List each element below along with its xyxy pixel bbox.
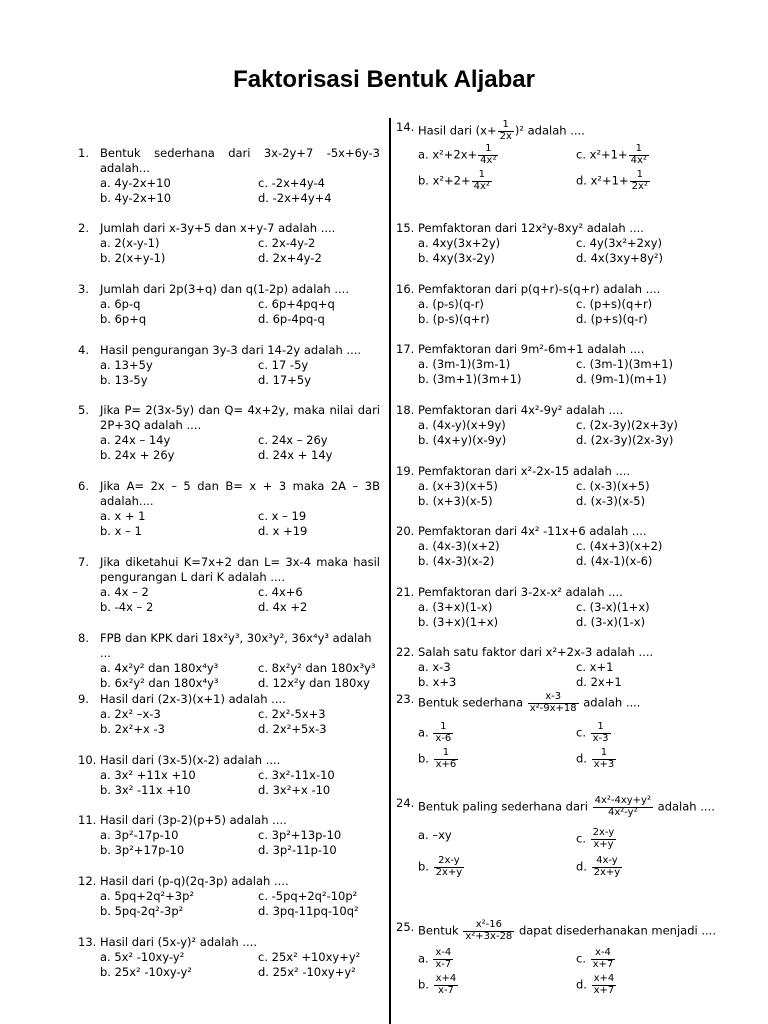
- fraction: [472, 170, 492, 192]
- option-d: [576, 856, 736, 878]
- option-b: b. 3x² -11x +10: [100, 782, 191, 797]
- question: [78, 479, 380, 539]
- numerator: 1: [630, 170, 650, 182]
- numerator: 1: [592, 748, 617, 760]
- option-text: d.: [576, 859, 587, 874]
- option-text: b.: [418, 859, 429, 874]
- right-column: [396, 120, 736, 1024]
- numerator: x²-16: [463, 920, 514, 932]
- question-stem: Jumlah dari x-3y+5 dan x+y-7 adalah ....: [100, 221, 336, 235]
- fraction: [434, 856, 465, 878]
- question-stem: Pemfaktoran dari 4x²-9y² adalah ....: [418, 403, 624, 417]
- option-c: c. (3m-1)(3m+1): [576, 356, 674, 371]
- option-b: b. (p-s)(q+r): [418, 311, 490, 326]
- option-text: d. x²+1+: [576, 173, 629, 188]
- denominator: x+y: [593, 838, 614, 850]
- stem-text: Bentuk paling sederhana dari: [418, 799, 588, 814]
- options: [100, 661, 380, 691]
- question-stem: Jika A= 2x – 5 dan B= x + 3 maka 2A – 3B adalah....: [100, 479, 380, 508]
- fraction: [592, 856, 623, 878]
- denominator: 4x²: [480, 154, 497, 166]
- option-d: [576, 974, 736, 996]
- denominator: x²+3x-28: [465, 930, 513, 942]
- option-b: b. 5pq-2q²-3p²: [100, 903, 184, 918]
- option-c: c. (x-3)(x+5): [576, 478, 650, 493]
- options: [100, 176, 380, 206]
- fraction: [433, 722, 453, 744]
- question-number: 12.: [78, 874, 97, 888]
- question: [78, 935, 380, 980]
- option-d: d. (3-x)(1-x): [576, 614, 646, 629]
- denominator: x-7: [435, 958, 452, 970]
- denominator: x+7: [592, 958, 614, 970]
- question: [78, 813, 380, 858]
- option-text: b.: [418, 751, 429, 766]
- denominator: 2x²: [631, 180, 648, 192]
- option-b: b. x – 1: [100, 523, 142, 538]
- options: [100, 358, 380, 388]
- question-stem: Pemfaktoran dari 4x² -11x+6 adalah ....: [418, 524, 647, 538]
- question-stem: [418, 796, 736, 818]
- options: [100, 433, 380, 463]
- denominator: 2x+y: [593, 866, 621, 878]
- stem-text: adalah ....: [657, 799, 715, 814]
- question-number: 13.: [78, 935, 97, 949]
- page-title: Faktorisasi Bentuk Aljabar: [233, 66, 535, 93]
- denominator: 4x²: [473, 180, 490, 192]
- left-column: [78, 146, 380, 1016]
- numerator: 1: [434, 748, 459, 760]
- denominator: x²-9x+18: [529, 702, 577, 714]
- options: [418, 144, 736, 192]
- numerator: 1: [433, 722, 453, 734]
- options: [100, 828, 380, 858]
- denominator: x-3: [592, 732, 609, 744]
- option-a: a. –xy: [418, 828, 452, 842]
- option-b: b. 2(x+y-1): [100, 250, 166, 265]
- question-number: 11.: [78, 813, 97, 827]
- option-text: a.: [418, 951, 429, 966]
- question: [78, 555, 380, 615]
- option-c: c. (2x-3y)(2x+3y): [576, 417, 678, 432]
- options: [418, 948, 736, 996]
- question-number: 3.: [78, 282, 89, 296]
- numerator: 1: [478, 144, 498, 156]
- option-a: a. 5pq+2q²+3p²: [100, 888, 194, 903]
- option-d: d. (4x-1)(x-6): [576, 553, 653, 568]
- options: [100, 889, 380, 919]
- fraction: [592, 748, 617, 770]
- question-stem: Hasil dari (3p-2)(p+5) adalah ....: [100, 813, 287, 827]
- denominator: x+7: [593, 984, 615, 996]
- option-b: b. 4y-2x+10: [100, 190, 172, 205]
- stem-text: Bentuk: [418, 923, 459, 938]
- option-a: a. x + 1: [100, 508, 146, 523]
- options: [100, 768, 380, 798]
- options: [418, 357, 736, 387]
- option-d: d. 3p²-11p-10: [258, 842, 337, 857]
- option-c: c. 2x²-5x+3: [258, 706, 326, 721]
- option-a: a. 4y-2x+10: [100, 175, 171, 190]
- question: [396, 120, 736, 192]
- options: [100, 707, 380, 737]
- options: [418, 236, 736, 266]
- question-number: 22.: [396, 645, 415, 659]
- fraction: [433, 948, 453, 970]
- option-a: a. 2x² –x-3: [100, 706, 161, 721]
- question: [396, 282, 736, 327]
- option-b: b. 6x²y² dan 180x⁴y³: [100, 675, 219, 690]
- question-stem: Pemfaktoran dari x²-2x-15 adalah ....: [418, 464, 631, 478]
- question: [396, 920, 736, 996]
- options: [418, 418, 736, 448]
- option-text: b. x²+2+: [418, 173, 471, 188]
- option-b: [418, 170, 576, 192]
- fraction: [528, 692, 579, 714]
- option-d: d. 24x + 14y: [258, 447, 333, 462]
- option-c: c. 3p²+13p-10: [258, 827, 342, 842]
- numerator: x-3: [528, 692, 579, 704]
- question-stem: [418, 120, 736, 142]
- question: [396, 692, 736, 770]
- question-number: 8.: [78, 631, 89, 645]
- option-b: b. 24x + 26y: [100, 447, 175, 462]
- option-a: a. (4x-3)(x+2): [418, 538, 500, 553]
- option-text: c.: [576, 831, 586, 846]
- option-b: b. (3m+1)(3m+1): [418, 371, 522, 386]
- option-c: c. 6p+4pq+q: [258, 296, 335, 311]
- question-number: 4.: [78, 343, 89, 357]
- option-c: c. 24x – 26y: [258, 432, 328, 447]
- question-number: 19.: [396, 464, 415, 478]
- question: [396, 585, 736, 630]
- stem-text: dapat disederhanakan menjadi ....: [518, 923, 716, 938]
- question-stem: Jika P= 2(3x-5y) dan Q= 4x+2y, maka nilai dari 2P+3Q adalah ....: [100, 403, 380, 432]
- option-c: c. (3-x)(1+x): [576, 599, 650, 614]
- option-c: c. (p+s)(q+r): [576, 296, 653, 311]
- option-a: a. (3+x)(1-x): [418, 599, 493, 614]
- question-stem: Salah satu faktor dari x²+2x-3 adalah ....: [418, 645, 654, 659]
- denominator: 4x²: [630, 154, 647, 166]
- fraction: [591, 722, 611, 744]
- option-a: a. 4x – 2: [100, 584, 149, 599]
- stem-text: )² adalah ....: [514, 123, 585, 138]
- option-a: a. (x+3)(x+5): [418, 478, 498, 493]
- option-d: [576, 170, 736, 192]
- option-b: b. 4xy(3x-2y): [418, 250, 495, 265]
- option-b: [418, 974, 576, 996]
- option-d: d. 2x+1: [576, 674, 622, 689]
- question-stem: Hasil dari (3x-5)(x-2) adalah ....: [100, 753, 281, 767]
- denominator: x-7: [438, 984, 454, 996]
- question-number: 20.: [396, 524, 415, 538]
- fraction: [478, 144, 498, 166]
- option-c: [576, 144, 736, 166]
- option-a: a. 4xy(3x+2y): [418, 235, 501, 250]
- numerator: 1: [472, 170, 492, 182]
- option-text: a.: [418, 725, 429, 740]
- question-number: 15.: [396, 221, 415, 235]
- option-text: c.: [576, 951, 586, 966]
- question-stem: FPB dan KPK dari 18x²y³, 30x³y², 36x⁴y³ adalah ...: [100, 631, 372, 660]
- option-c: c. -5pq+2q²-10p²: [258, 888, 358, 903]
- option-d: d. 3pq-11pq-10q²: [258, 903, 359, 918]
- question: [396, 464, 736, 509]
- question: [78, 753, 380, 798]
- denominator: 2x+y: [435, 866, 463, 878]
- option-a: [418, 948, 576, 970]
- option-a: a. 24x – 14y: [100, 432, 171, 447]
- options: [418, 600, 736, 630]
- question: [78, 631, 380, 691]
- question-stem: Hasil dari (5x-y)² adalah ....: [100, 935, 257, 949]
- question-number: 17.: [396, 342, 415, 356]
- option-d: d. x +19: [258, 523, 308, 538]
- question-number: 2.: [78, 221, 89, 235]
- numerator: 1: [591, 722, 611, 734]
- option-b: b. (4x-3)(x-2): [418, 553, 495, 568]
- question: [78, 282, 380, 327]
- question-number: 14.: [396, 120, 415, 134]
- option-a: a. 2(x-y-1): [100, 235, 160, 250]
- option-c: c. 3x²-11x-10: [258, 767, 335, 782]
- question-stem: Pemfaktoran dari 12x²y-8xy² adalah ....: [418, 221, 644, 235]
- fraction: [591, 948, 616, 970]
- fraction: [593, 796, 653, 818]
- question-number: 18.: [396, 403, 415, 417]
- option-text: c. x²+1+: [576, 147, 628, 162]
- option-b: b. (4x+y)(x-9y): [418, 432, 507, 447]
- question: [78, 343, 380, 388]
- option-d: d. 4x(3xy+8y²): [576, 250, 664, 265]
- options: [100, 297, 380, 327]
- fraction: [629, 144, 649, 166]
- question: [78, 874, 380, 919]
- fraction: [463, 920, 514, 942]
- option-a: a. 3x² +11x +10: [100, 767, 196, 782]
- option-c: c. 2x-4y-2: [258, 235, 316, 250]
- option-text: d.: [576, 751, 587, 766]
- question-stem: Hasil dari (2x-3)(x+1) adalah ....: [100, 692, 286, 706]
- options: [418, 539, 736, 569]
- question-number: 21.: [396, 585, 415, 599]
- question-stem: [418, 920, 736, 942]
- stem-text: adalah ....: [583, 695, 641, 710]
- numerator: 1: [498, 120, 514, 132]
- option-d: d. -2x+4y+4: [258, 190, 332, 205]
- question: [396, 342, 736, 387]
- option-b: [418, 856, 576, 878]
- denominator: 4x²-y²: [607, 806, 638, 818]
- question-number: 25.: [396, 920, 415, 934]
- option-d: d. 4x +2: [258, 599, 308, 614]
- numerator: x-4: [591, 948, 616, 960]
- fraction: [591, 828, 617, 850]
- question: [396, 403, 736, 448]
- option-c: c. x – 19: [258, 508, 307, 523]
- question: [396, 524, 736, 569]
- option-a: a. 6p-q: [100, 296, 141, 311]
- option-b: b. 13-5y: [100, 372, 148, 387]
- question-stem: Hasil pengurangan 3y-3 dari 14-2y adalah ....: [100, 343, 362, 357]
- option-c: c. 4y(3x²+2xy): [576, 235, 663, 250]
- options: [100, 236, 380, 266]
- question-number: 7.: [78, 555, 89, 569]
- option-b: b. 25x² -10xy-y²: [100, 964, 192, 979]
- question-number: 24.: [396, 796, 415, 810]
- option-a: [418, 144, 576, 166]
- question: [78, 221, 380, 266]
- option-c: c. (4x+3)(x+2): [576, 538, 663, 553]
- option-c: [576, 948, 736, 970]
- numerator: 1: [629, 144, 649, 156]
- fraction: [434, 748, 459, 770]
- question-stem: Pemfaktoran dari 9m²-6m+1 adalah ....: [418, 342, 645, 356]
- options: [100, 585, 380, 615]
- question: [78, 146, 380, 206]
- option-d: d. 25x² -10xy+y²: [258, 964, 356, 979]
- question-number: 1.: [78, 146, 89, 160]
- fraction: [592, 974, 617, 996]
- fraction: [630, 170, 650, 192]
- option-a: a. 4x²y² dan 180x⁴y³: [100, 660, 219, 675]
- denominator: x+6: [435, 758, 457, 770]
- question: [78, 403, 380, 463]
- options: [418, 722, 736, 770]
- option-d: d. (x-3)(x-5): [576, 493, 646, 508]
- numerator: x-4: [435, 947, 452, 958]
- option-b: b. (3+x)(1+x): [418, 614, 499, 629]
- option-b: b. x+3: [418, 674, 457, 689]
- option-c: c. x+1: [576, 659, 614, 674]
- option-c: c. 4x+6: [258, 584, 303, 599]
- option-d: [576, 748, 736, 770]
- option-b: b. 6p+q: [100, 311, 147, 326]
- option-c: [576, 828, 736, 850]
- option-a: a. x-3: [418, 659, 451, 674]
- option-a: a. 5x² -10xy-y²: [100, 949, 185, 964]
- option-d: d. (p+s)(q-r): [576, 311, 648, 326]
- option-b: b. 3p²+17p-10: [100, 842, 185, 857]
- option-a: a. (4x-y)(x+9y): [418, 417, 506, 432]
- option-text: b.: [418, 977, 429, 992]
- question: [396, 221, 736, 266]
- stem-text: Bentuk sederhana: [418, 695, 524, 710]
- fraction: [434, 974, 459, 996]
- option-d: d. 2x²+5x-3: [258, 721, 327, 736]
- question-stem: Bentuk sederhana dari 3x-2y+7 -5x+6y-3 adalah...: [100, 146, 380, 175]
- option-d: d. 3x²+x -10: [258, 782, 331, 797]
- numerator: 2x-y: [434, 856, 465, 868]
- question: [396, 645, 736, 690]
- question-stem: [418, 692, 736, 714]
- question-number: 6.: [78, 479, 89, 493]
- question-stem: Jumlah dari 2p(3+q) dan q(1-2p) adalah ....: [100, 282, 349, 296]
- numerator: x+4: [593, 973, 615, 984]
- denominator: x-6: [435, 732, 452, 744]
- option-c: c. 25x² +10xy+y²: [258, 949, 361, 964]
- numerator: 4x²-4xy+y²: [594, 795, 651, 806]
- question-number: 9.: [78, 692, 89, 706]
- question-number: 10.: [78, 753, 97, 767]
- option-text: a. x²+2x+: [418, 147, 478, 162]
- option-c: [576, 722, 736, 744]
- option-b: b. (x+3)(x-5): [418, 493, 493, 508]
- question-stem: Jika diketahui K=7x+2 dan L= 3x-4 maka hasil pengurangan L dari K adalah ....: [100, 555, 380, 584]
- denominator: 2x: [499, 130, 512, 142]
- question-number: 16.: [396, 282, 415, 296]
- option-c: c. -2x+4y-4: [258, 175, 325, 190]
- question-stem: Pemfaktoran dari 3-2x-x² adalah ....: [418, 585, 623, 599]
- option-d: d. 2x+4y-2: [258, 250, 322, 265]
- question-number: 23.: [396, 692, 415, 706]
- options: [418, 660, 736, 690]
- option-text: d.: [576, 977, 587, 992]
- option-b: [418, 748, 576, 770]
- option-a: a. 13+5y: [100, 357, 153, 372]
- option-a: a. (p-s)(q-r): [418, 296, 484, 311]
- option-a: a. (3m-1)(3m-1): [418, 356, 511, 371]
- question-number: 5.: [78, 403, 89, 417]
- option-d: d. 17+5y: [258, 372, 312, 387]
- option-a: [418, 722, 576, 744]
- options: [418, 297, 736, 327]
- numerator: x+4: [435, 973, 457, 984]
- numerator: 2x-y: [592, 827, 615, 838]
- question: [78, 692, 380, 737]
- denominator: x+3: [593, 758, 615, 770]
- options: [418, 828, 736, 878]
- question-stem: Pemfaktoran dari p(q+r)-s(q+r) adalah ....: [418, 282, 661, 296]
- option-d: d. 6p-4pq-q: [258, 311, 325, 326]
- fraction: [498, 120, 514, 142]
- options: [100, 509, 380, 539]
- question-stem: Hasil dari (p-q)(2q-3p) adalah ....: [100, 874, 289, 888]
- column-divider: [389, 118, 391, 1024]
- option-d: d. (2x-3y)(2x-3y): [576, 432, 674, 447]
- option-b: b. 2x²+x -3: [100, 721, 165, 736]
- stem-text: Hasil dari (x+: [418, 123, 497, 138]
- option-a: a. 3p²-17p-10: [100, 827, 179, 842]
- options: [418, 479, 736, 509]
- option-d: d. (9m-1)(m+1): [576, 371, 667, 386]
- question: [396, 796, 736, 878]
- options: [100, 950, 380, 980]
- option-c: c. 17 -5y: [258, 357, 309, 372]
- option-b: b. -4x – 2: [100, 599, 154, 614]
- option-d: d. 12x²y dan 180xy: [258, 675, 370, 690]
- option-c: c. 8x²y² dan 180x³y³: [258, 660, 376, 675]
- option-text: c.: [576, 725, 586, 740]
- numerator: 4x-y: [592, 856, 623, 868]
